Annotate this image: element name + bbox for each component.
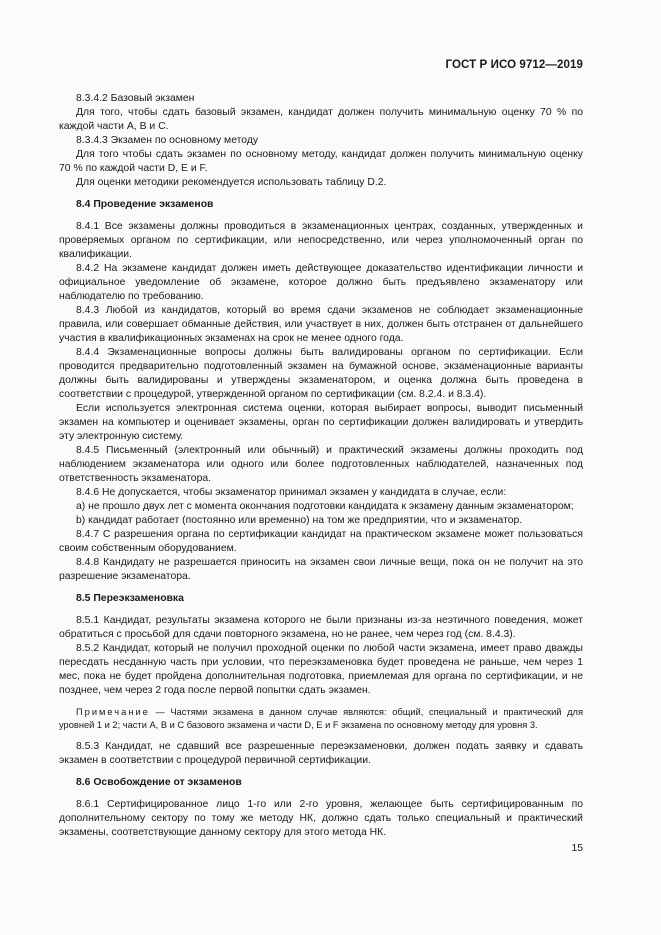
note-text: — Частями экзамена в данном случае являются: общий, специальный и практический для уровней 1 и 2; части А, В и С базового экзамена и части D, Е и F экзамена по основному методу для уровня 3. xyxy=(59,707,583,730)
paragraph: 8.4.3 Любой из кандидатов, который во время сдачи экзаменов не соблюдает экзаменационные правила, или совершает обманные действия, или участвует в них, должен быть отстранен от дальнейшего участия в квалификационных экзаменах на срок не менее одного года. xyxy=(59,305,583,344)
page-number: 15 xyxy=(571,843,583,854)
paragraph: 8.5.1 Кандидат, результаты экзамена которого не были признаны из-за неэтичного поведения, может обратиться с просьбой для сдачи повторного экзамена, но не ранее, чем через год (см. 8.4.3). xyxy=(59,615,583,640)
paragraph: 8.5.2 Кандидат, который не получил проходной оценки по любой части экзамена, имеет право дважды пересдать несданную часть при условии, что переэкзаменовка будет проведена не раньше, чем через 1 мес, пока не будет пройдена дополнительная подготовка, приемлемая для органа по сертификации, и не позднее, чем через 2 года после первой попытки сдать экзамен. xyxy=(59,643,583,696)
paragraph: 8.6.1 Сертифицированное лицо 1-го или 2-го уровня, желающее быть сертифицированным по дополнительному сектору по тому же методу НК, должно сдать только специальный и практический экзамены, соответствующие данному сектору для этого метода НК. xyxy=(59,799,583,838)
note xyxy=(59,706,583,732)
paragraph: 8.4.4 Экзаменационные вопросы должны быть валидированы органом по сертификации. Если проводится предварительно подготовленный экзамен на бумажной основе, экзаменационные варианты должны быть валидированы и утверждены экзаменатором, и оценка должна быть проведена в соответствии с процедурой, утвержденной органом по сертификации (см. 8.2.4. и 8.3.4). xyxy=(59,347,583,400)
paragraph: Для того, чтобы сдать базовый экзамен, кандидат должен получить минимальную оценку 70 % по каждой части А, В и С. xyxy=(59,107,583,132)
section-heading-8-4: 8.4 Проведение экзаменов xyxy=(76,199,214,210)
paragraph: 8.4.7 С разрешения органа по сертификации кандидат на практическом экзамене может пользоваться своим собственным оборудованием. xyxy=(59,529,583,554)
document-header: ГОСТ Р ИСО 9712—2019 xyxy=(445,59,583,71)
paragraph: Для того чтобы сдать экзамен по основному методу, кандидат должен получить минимальную оценку 70 % по каждой части D, Е и F. xyxy=(59,149,583,174)
paragraph: 8.3.4.2 Базовый экзамен xyxy=(76,93,195,104)
note-label: Примечание xyxy=(76,707,150,717)
paragraph: Для оценки методики рекомендуется использовать таблицу D.2. xyxy=(76,177,387,188)
paragraph: 8.4.5 Письменный (электронный или обычный) и практический экзамены должны проходить под наблюдением экзаменатора или одного или более подготовленных наблюдателей, назначенных под ответственность экзаменатора. xyxy=(59,445,583,484)
section-heading-8-6: 8.6 Освобождение от экзаменов xyxy=(76,777,242,788)
paragraph: Если используется электронная система оценки, которая выбирает вопросы, выводит письменный экзамен на компьютер и оценивает экзамены, орган по сертификации должен валидировать и утвердить эту электронную систему. xyxy=(59,403,583,442)
paragraph: 8.4.8 Кандидату не разрешается приносить на экзамен свои личные вещи, пока он не получит на это разрешение экзаменатора. xyxy=(59,557,583,582)
document-body xyxy=(59,92,583,840)
paragraph: 8.4.6 Не допускается, чтобы экзаменатор принимал экзамен у кандидата в случае, если: xyxy=(76,487,507,498)
section-heading-8-5: 8.5 Переэкзаменовка xyxy=(76,593,184,604)
paragraph: 8.3.4.3 Экзамен по основному методу xyxy=(76,135,259,146)
list-item: b) кандидат работает (постоянно или временно) на том же предприятии, что и экзаменатор. xyxy=(76,515,523,526)
list-item: a) не прошло двух лет с момента окончания подготовки кандидата к экзамену данным экзаменатором; xyxy=(76,501,574,512)
paragraph: 8.4.1 Все экзамены должны проводиться в экзаменационных центрах, созданных, утвержденных и проверяемых органом по сертификации, или непосредственно, или через уполномоченный орган по квалификации. xyxy=(59,221,583,260)
paragraph: 8.5.3 Кандидат, не сдавший все разрешенные переэкзаменовки, должен подать заявку и сдавать экзамен в соответствии с процедурой первичной сертификации. xyxy=(59,741,583,766)
paragraph: 8.4.2 На экзамене кандидат должен иметь действующее доказательство идентификации личности и официальное уведомление об экзамене, которое должно быть предъявлено экзаменатору или наблюдателю по требованию. xyxy=(59,263,583,302)
